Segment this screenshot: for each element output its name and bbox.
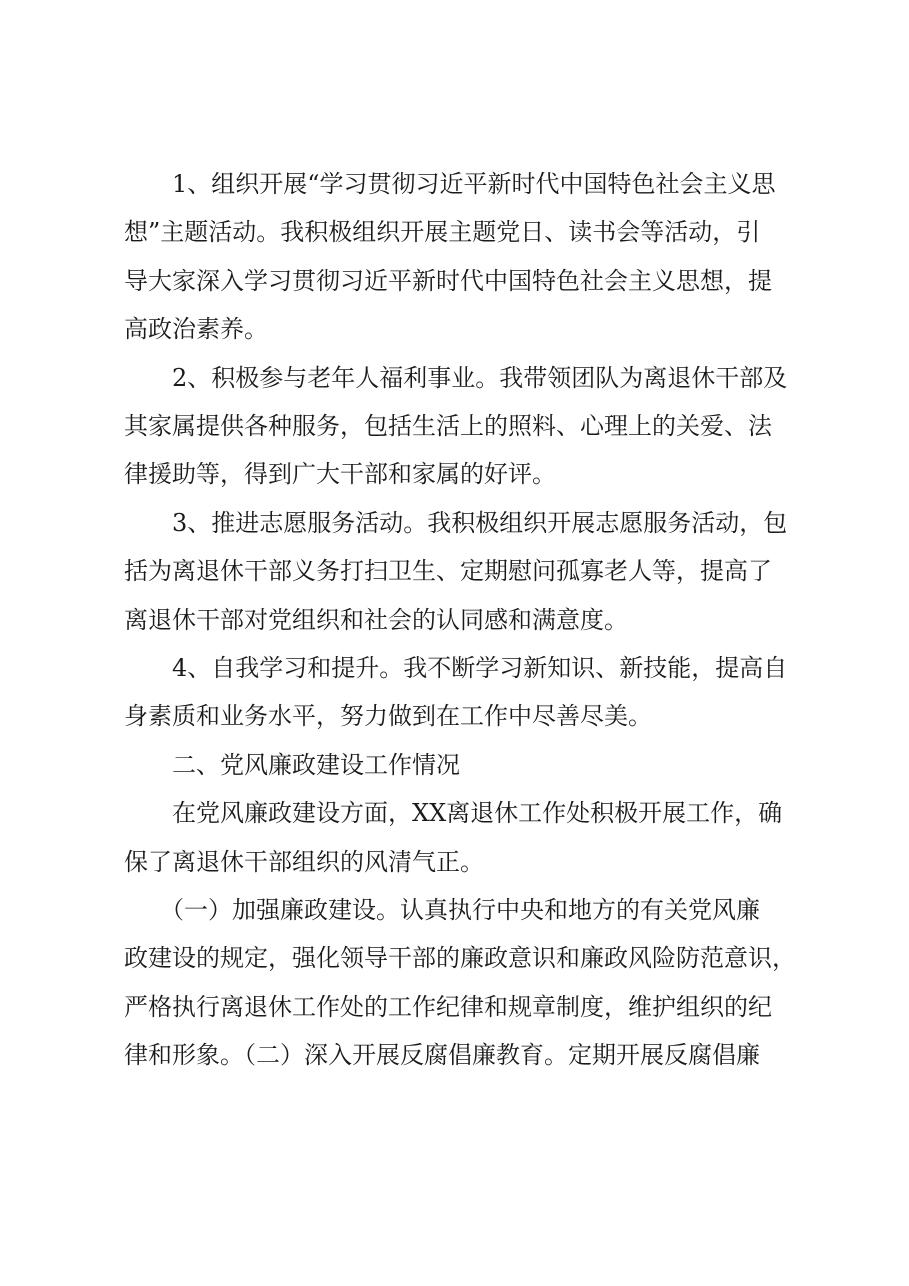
text-line: 在党风廉政建设方面，XX离退休工作处积极开展工作，确 [172, 799, 783, 827]
text-line: （一）加强廉政建设。认真执行中央和地方的有关党风廉 [160, 896, 760, 924]
text-line: 身素质和业务水平，努力做到在工作中尽善尽美。 [124, 702, 652, 730]
text-line: 想”主题活动。我积极组织开展主题党日、读书会等活动，引 [124, 218, 761, 246]
text-line: 其家属提供各种服务，包括生活上的照料、心理上的关爱、法 [124, 412, 772, 440]
text-line: 离退休干部对党组织和社会的认同感和满意度。 [124, 606, 628, 634]
text-line: 保了离退休干部组织的风清气正。 [124, 848, 484, 876]
text-line: 括为离退休干部义务打扫卫生、定期慰问孤寡老人等，提高了 [124, 557, 772, 585]
text-line: 导大家深入学习贯彻习近平新时代中国特色社会主义思想，提 [124, 267, 772, 295]
text-line: 严格执行离退休工作处的工作纪律和规章制度，维护组织的纪 [124, 993, 772, 1021]
text-line: 政建设的规定，强化领导干部的廉政意识和廉政风险防范意识， [124, 944, 796, 972]
section-heading: 二、党风廉政建设工作情况 [172, 751, 460, 779]
text-line: 高政治素养。 [124, 315, 268, 343]
text-line: 2、积极参与老年人福利事业。我带领团队为离退休干部及 [172, 364, 788, 392]
text-line: 1、组织开展“学习贯彻习近平新时代中国特色社会主义思 [172, 170, 776, 198]
text-line: 律援助等，得到广大干部和家属的好评。 [124, 460, 556, 488]
text-line: 3、推进志愿服务活动。我积极组织开展志愿服务活动，包 [172, 509, 788, 537]
text-line: 4、自我学习和提升。我不断学习新知识、新技能，提高自 [172, 654, 788, 682]
text-line: 律和形象。（二）深入开展反腐倡廉教育。定期开展反腐倡廉 [124, 1041, 760, 1069]
